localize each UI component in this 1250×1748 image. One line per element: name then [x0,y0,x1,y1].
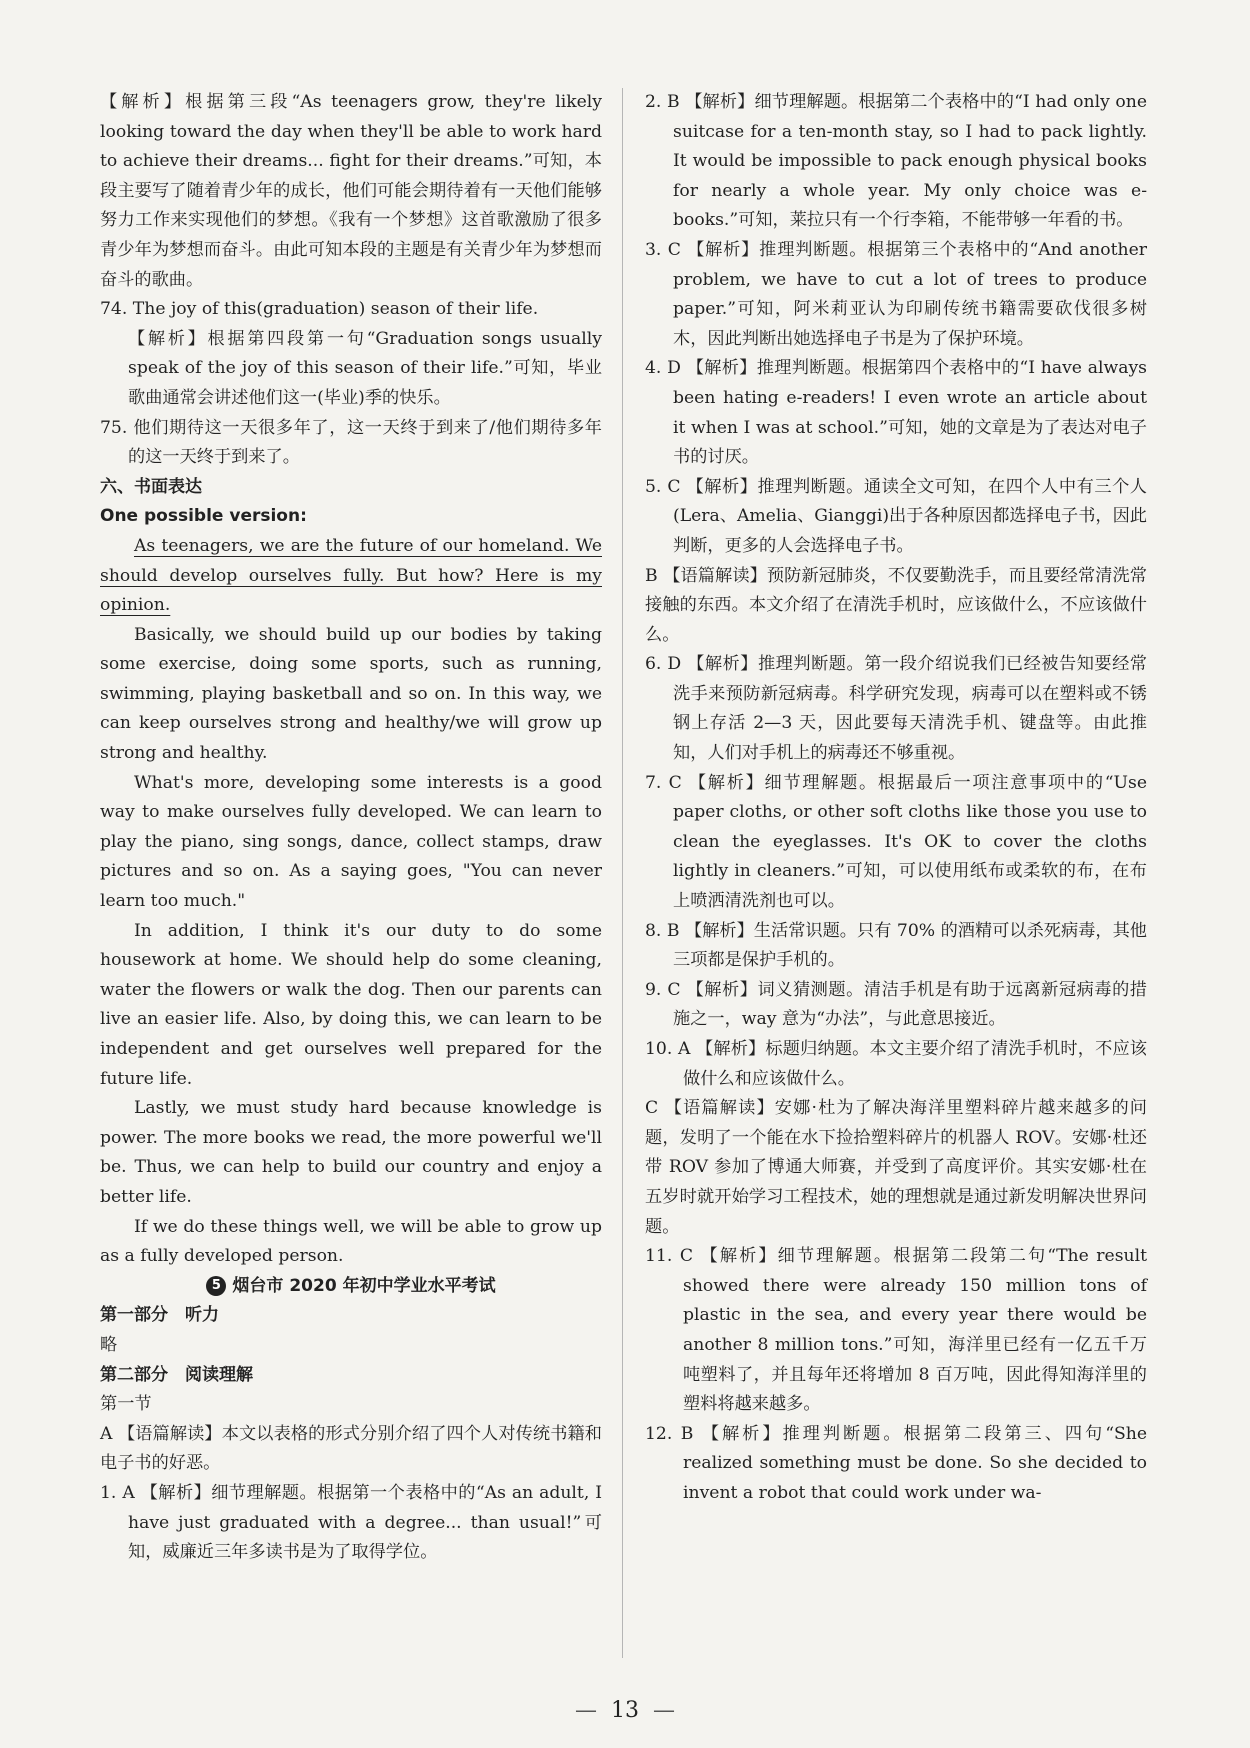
section1-heading: 第一节 [100,1394,152,1415]
answer-8: 8. B 【解析】生活常识题。只有 70% 的酒精可以杀死病毒，其他三项都是保护手机的。 [645,920,1147,971]
page-number: — 13 — [575,1698,675,1723]
answer-9: 9. C 【解析】词义猜测题。清洁手机是有助于远离新冠病毒的措施之一，way 意为“办法”，与此意思接近。 [645,979,1147,1030]
answer-10: 10. A 【解析】标题归纳题。本文主要介绍了清洗手机时，不应该做什么和应该做什么。 [645,1039,1147,1089]
analysis-74: 【解析】根据第四段第一句“Graduation songs usually speak of the joy of this season of their life.”可知，毕业歌曲通常会讲述他们这一(毕业)季的快乐。 [128,328,602,408]
exam-number-badge: 5 [206,1276,226,1296]
answer-75: 75. 他们期待这一天很多年了，这一天终于到来了/他们期待多年的这一天终于到来了。 [100,417,602,468]
column-divider [622,88,623,1658]
version-label: One possible version: [100,506,307,527]
answer-1: 1. A 【解析】细节理解题。根据第一个表格中的“As an adult, I have just graduated with a degree... than usual!”可知，威廉近三年多读书是为了取得学位。 [100,1482,602,1563]
passage-c-intro: C 【语篇解读】安娜·杜为了解决海洋里塑料碎片越来越多的问题，发明了一个能在水下捡拾塑料碎片的机器人 ROV。安娜·杜还带 ROV 参加了博通大师赛，并受到了高度评价。其实安娜·杜在五岁时就开始学习工程技术，她的理想就是通过新发明解决世界问题。 [645,1098,1147,1237]
left-column [100,88,602,1568]
passage-b-intro: B 【语篇解读】预防新冠肺炎，不仅要勤洗手，而且要经常清洗常接触的东西。本文介绍了在清洗手机时，应该做什么，不应该做什么。 [645,565,1147,645]
answer-6: 6. D 【解析】推理判断题。第一段介绍说我们已经被告知要经常洗手来预防新冠病毒。科学研究发现，病毒可以在塑料或不锈钢上存活 2—3 天，因此要每天清洗手机、键盘等。由此推知，人们对手机上的病毒还不够重视。 [645,654,1147,764]
part1-note: 略 [100,1334,118,1355]
answer-12: 12. B 【解析】推理判断题。根据第二段第三、四句“She realized something must be done. So she decided to invent a robot that could work under wa- [645,1423,1147,1503]
page-number-text: 13 [611,1698,639,1723]
analysis-73: 【解析】根据第三段“As teenagers grow, they're likely looking toward the day when they'll be able to work hard to achieve their dreams... fight for their dreams.”可知，本段主要写了随着青少年的成长，他们可能会期待着有一天他们能够努力工作来实现他们的梦想。《我有一个梦想》这首歌激励了很多青少年为梦想而奋斗。由此可知本段的主题是有关青少年为梦想而奋斗的歌曲。 [100,92,602,290]
answer-3: 3. C 【解析】推理判断题。根据第三个表格中的“And another problem, we have to cut a lot of trees to produce paper.”可知，阿米莉亚认为印刷传统书籍需要砍伐很多树木，因此判断出她选择电子书是为了保护环境。 [645,239,1147,349]
answer-4: 4. D 【解析】推理判断题。根据第四个表格中的“I have always been hating e-readers! I even wrote an article about it when I was at school.”可知，她的文章是为了表达对电子书的讨厌。 [645,358,1147,468]
part1-heading: 第一部分 听力 [100,1305,219,1326]
exam-title [100,1272,602,1302]
essay-paragraph-5: Lastly, we must study hard because knowledge is power. The more books we read, the more powerful we'll be. Thus, we can help to build our country and enjoy a better life. [100,1098,602,1207]
part2-heading: 第二部分 阅读理解 [100,1364,253,1385]
essay-paragraph-3: What's more, developing some interests is a good way to make ourselves fully developed. We can learn to play the piano, sing songs, dance, collect stamps, draw pictures and so on. As a saying goes, "You can never learn too much." [100,772,602,912]
answer-74: 74. The joy of this(graduation) season of their life. [100,299,539,320]
essay-intro-underlined: As teenagers, we are the future of our homeland. We should develop ourselves fully. But how? Here is my opinion. [100,535,602,616]
section-writing-heading: 六、书面表达 [100,476,202,497]
essay-paragraph-6: If we do these things well, we will be able to grow up as a fully developed person. [100,1216,602,1267]
essay-paragraph-2: Basically, we should build up our bodies by taking some exercise, doing some sports, such as running, swimming, playing basketball and so on. In this way, we can keep ourselves strong and healthy/we will grow up strong and healthy. [100,624,602,764]
essay-paragraph-1 [100,532,602,621]
passage-a-intro: A 【语篇解读】本文以表格的形式分别介绍了四个人对传统书籍和电子书的好恶。 [100,1423,602,1474]
answer-11: 11. C 【解析】细节理解题。根据第二段第二句“The result showed there were already 150 million tons of plastic in the sea, and every year there would be another 8 million tons.”可知，海洋里已经有一亿五千万吨塑料了，并且每年还将增加 8 百万吨，因此得知海洋里的塑料将越来越多。 [645,1246,1147,1415]
answer-2: 2. B 【解析】细节理解题。根据第二个表格中的“I had only one suitcase for a ten-month stay, so I had to pack lightly. It would be impossible to pack enough physical books for nearly a whole year. My only choice was e-books.”可知，莱拉只有一个行李箱，不能带够一年看的书。 [645,92,1147,231]
answer-5: 5. C 【解析】推理判断题。通读全文可知，在四个人中有三个人(Lera、Amelia、Gianggi)出于各种原因都选择电子书，因此判断，更多的人会选择电子书。 [645,476,1147,556]
exam-title-text: 烟台市 2020 年初中学业水平考试 [232,1275,496,1296]
essay-paragraph-4: In addition, I think it's our duty to do some housework at home. We should help do some cleaning, water the flowers or walk the dog. Then our parents can live an easier life. Also, by doing this, we can learn to be independent and get ourselves well prepared for the future life. [100,920,602,1089]
answer-7: 7. C 【解析】细节理解题。根据最后一项注意事项中的“Use paper cloths, or other soft cloths like those you use to clean the eyeglasses. It's OK to cover the cloths lightly in cleaners.”可知，可以使用纸布或柔软的布，在布上喷洒清洗剂也可以。 [645,772,1147,912]
right-column [645,88,1147,1509]
